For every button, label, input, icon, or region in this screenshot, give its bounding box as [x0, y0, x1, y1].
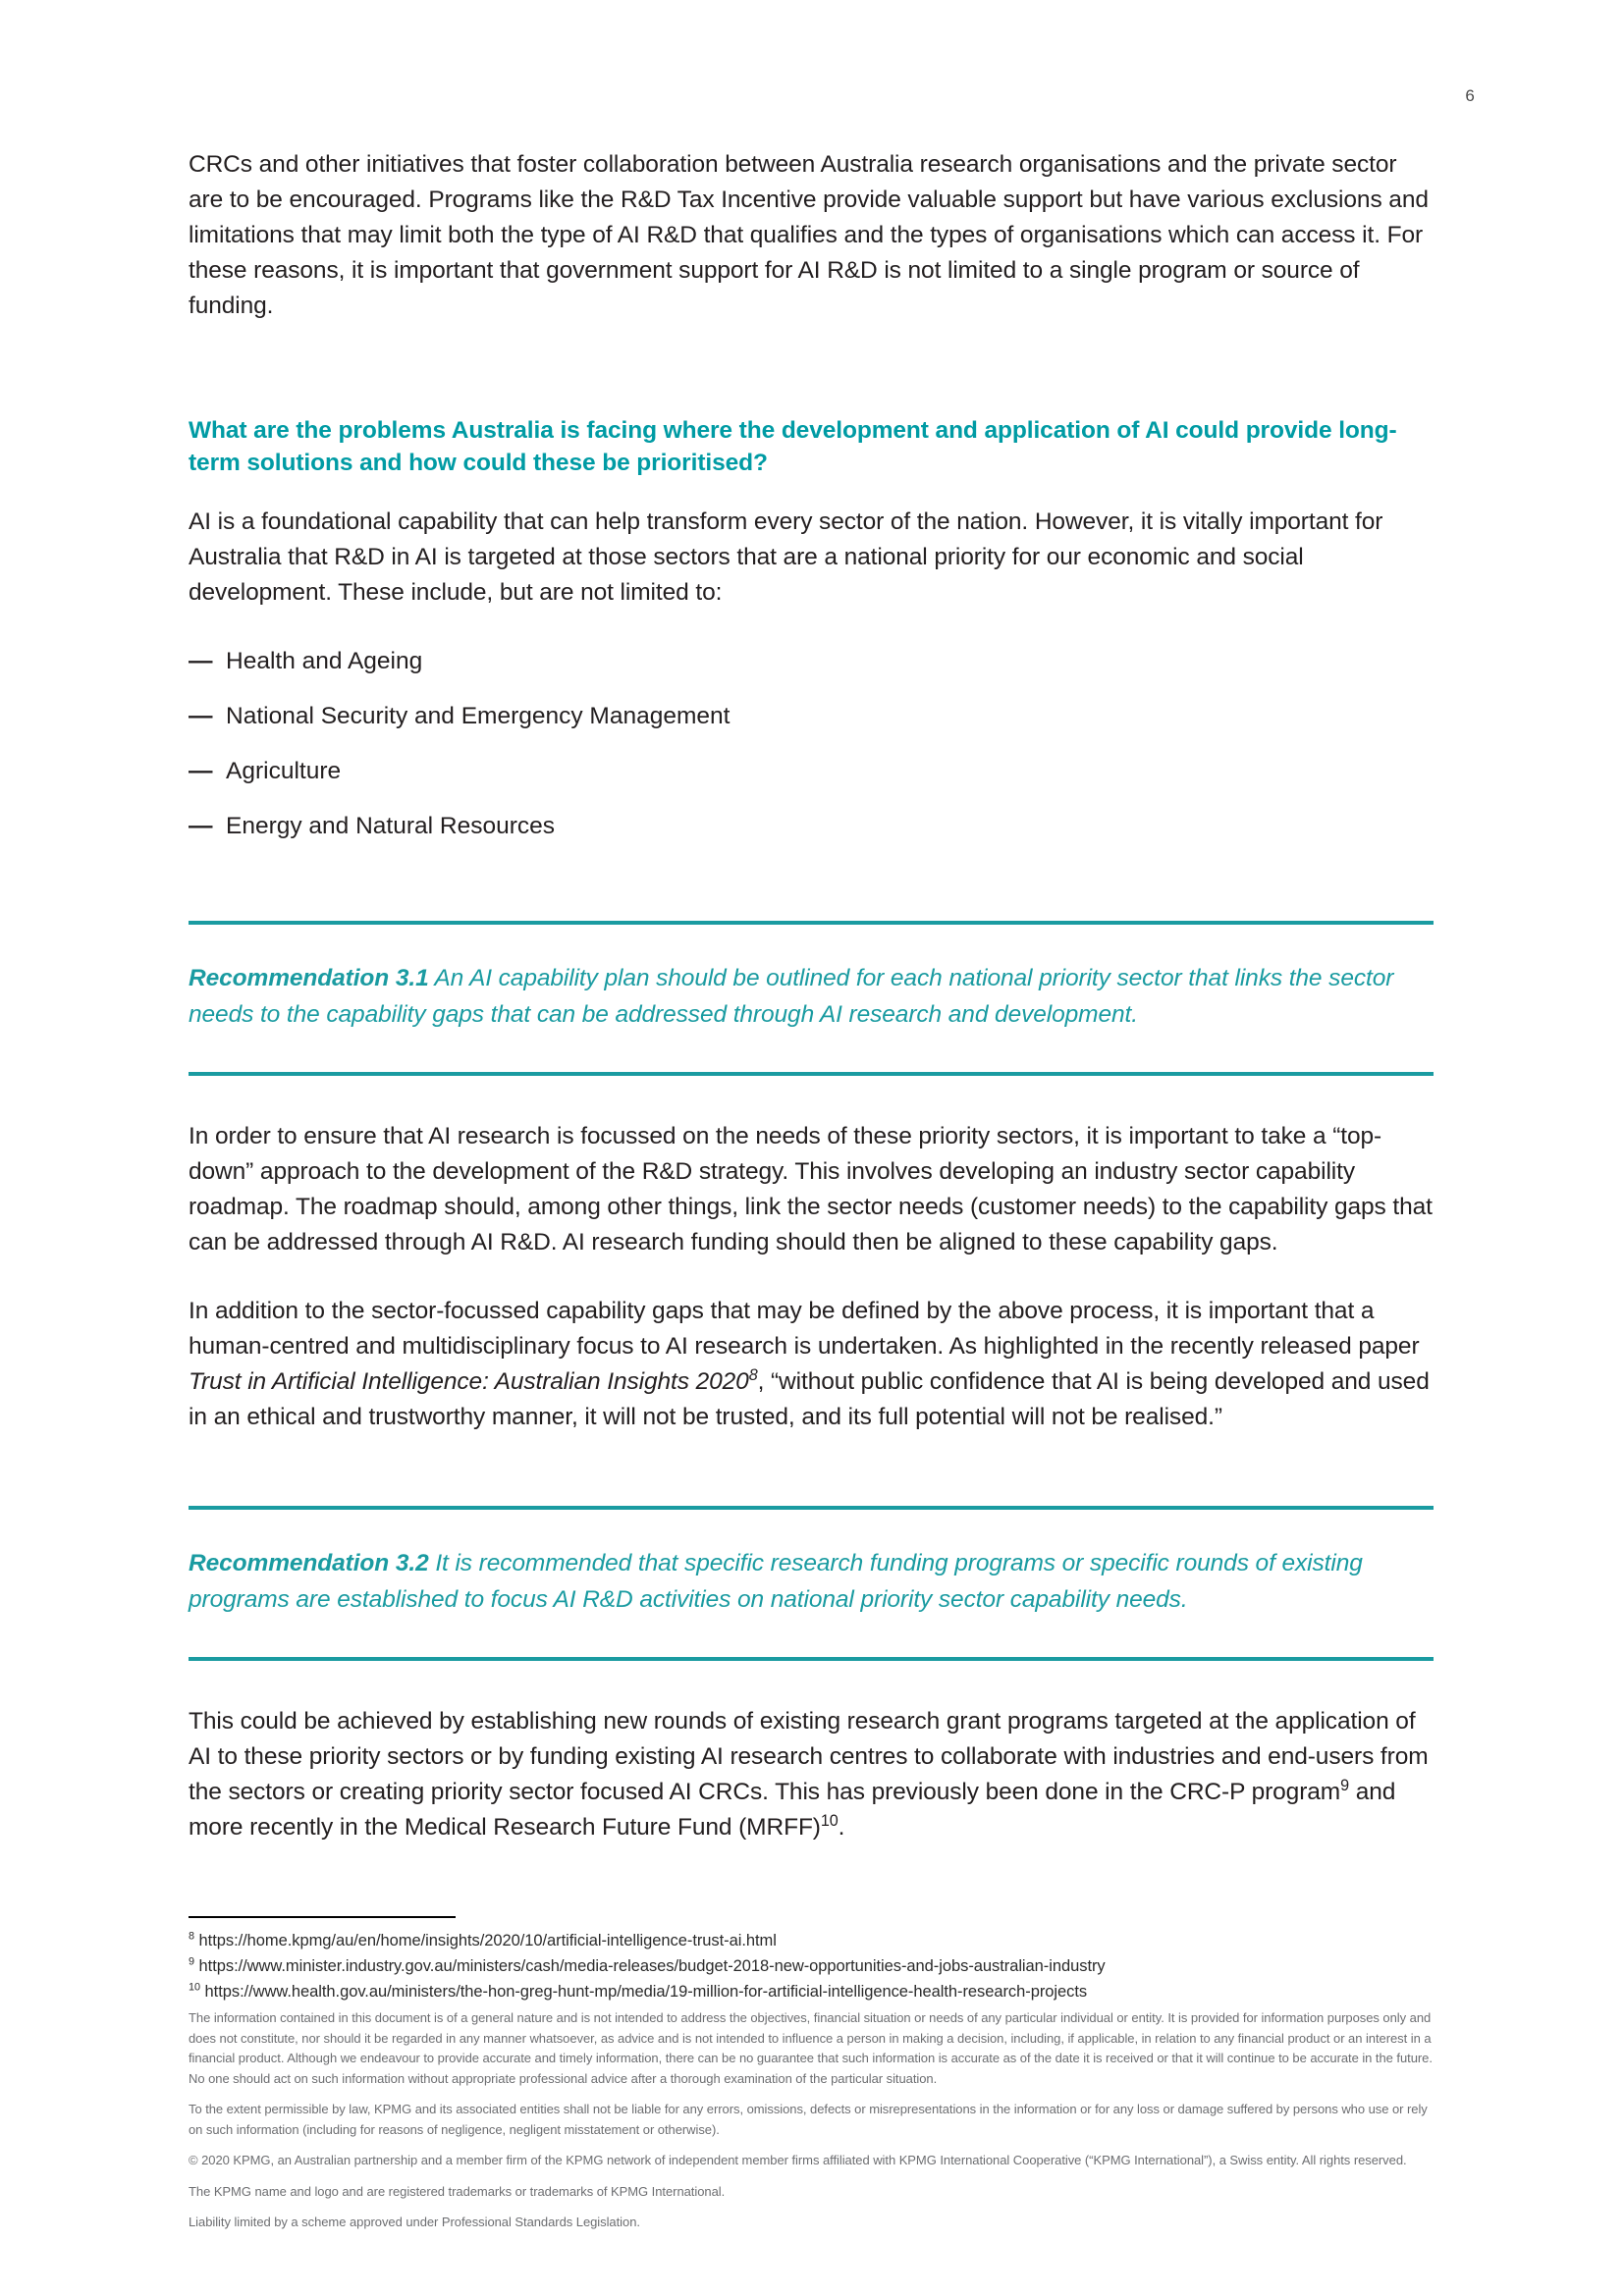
footnote-marker-9: 9 — [1340, 1776, 1349, 1794]
footnote-10-url[interactable]: https://www.health.gov.au/ministers/the-hon-greg-hunt-mp/media/19-million-for-artificial-intelligence-health-research-projects — [204, 1983, 1088, 2001]
list-item-label: Agriculture — [226, 758, 342, 784]
dash-icon: — — [189, 648, 213, 674]
footnote-9-marker: 9 — [189, 1955, 194, 1968]
list-item — [189, 699, 1434, 734]
recommendation-3-1-label: Recommendation 3.1 — [189, 965, 429, 991]
footnote-8-marker: 8 — [189, 1930, 194, 1943]
recommendation-3-1-block — [189, 921, 1434, 1076]
legal-paragraph-5: Liability limited by a scheme approved under Professional Standards Legislation. — [189, 2215, 640, 2229]
footnote-10-marker: 10 — [189, 1981, 200, 1994]
footnote-marker-8: 8 — [748, 1365, 758, 1384]
intro-paragraph: CRCs and other initiatives that foster collaboration between Australia research organisations and the private sector are to be encouraged. Programs like the R&D Tax Incentive provide valuable support but have various exclusions and limitations that may limit both the type of AI R&D that qualifies and the types of organisations which can access it. For these reasons, it is important that government support for AI R&D is not limited to a single program or source of funding. — [189, 151, 1429, 319]
trust-para-lead: In addition to the sector-focussed capability gaps that may be defined by the above process, it is important that a human-centred and multidisciplinary focus to AI research is undertaken. As highlighted in the recently released paper — [189, 1298, 1420, 1360]
list-item — [189, 809, 1434, 844]
recommendation-3-1-text — [189, 960, 1434, 1033]
footnote-9 — [189, 1953, 1434, 1979]
legal-disclaimer — [189, 2008, 1434, 2233]
list-item-label: Health and Ageing — [226, 648, 423, 674]
paragraph-after-rec-32 — [189, 1704, 1434, 1845]
list-item — [189, 754, 1434, 789]
recommendation-3-2-block — [189, 1506, 1434, 1661]
para32-part2: and more recently in the Medical Research Future Fund (MRFF) — [189, 1779, 1396, 1841]
legal-paragraph-2: To the extent permissible by law, KPMG and its associated entities shall not be liable for any errors, omissions, defects or misrepresentations in the information or for any loss or damage suffered by persons who use or rely on such information (including for reasons of negligence, negligent misstatement or otherwise). — [189, 2102, 1428, 2137]
dash-icon: — — [189, 703, 213, 729]
footnote-9-url[interactable]: https://www.minister.industry.gov.au/ministers/cash/media-releases/budget-2018-new-opportunities-and-jobs-australian-industry — [198, 1957, 1106, 1975]
recommendation-3-2-body: It is recommended that specific research funding programs or specific rounds of existing programs are established to focus AI R&D activities on national priority sector capability needs. — [189, 1550, 1363, 1613]
page-number: 6 — [1465, 86, 1475, 105]
paragraph-after-rec-31: In order to ensure that AI research is focussed on the needs of these priority sectors, it is important to take a “top-down” approach to the development of the R&D strategy. This involves developing an industry sector capability roadmap. The roadmap should, among other things, link the sector needs (customer needs) to the capability gaps that can be addressed through AI R&D. AI research funding should then be aligned to these capability gaps. — [189, 1123, 1433, 1255]
section-heading: What are the problems Australia is facing where the development and application of AI could provide long-term solutions and how could these be prioritised? — [189, 417, 1397, 476]
footnote-separator — [189, 1916, 456, 1918]
list-item-label: Energy and Natural Resources — [226, 813, 556, 839]
footnote-8-url[interactable]: https://home.kpmg/au/en/home/insights/2020/10/artificial-intelligence-trust-ai.html — [198, 1932, 777, 1949]
list-item — [189, 644, 1434, 679]
section-paragraph: AI is a foundational capability that can help transform every sector of the nation. However, it is vitally important for Australia that R&D in AI is targeted at those sectors that are a national priority for our economic and social development. These include, but are not limited to: — [189, 508, 1383, 606]
paragraph-trust-in-ai — [189, 1294, 1434, 1435]
footnote-marker-10: 10 — [820, 1811, 839, 1830]
dash-icon: — — [189, 813, 213, 839]
legal-paragraph-4: The KPMG name and logo and are registered trademarks or trademarks of KPMG International. — [189, 2183, 726, 2199]
dash-icon: — — [189, 758, 213, 784]
recommendation-3-1-body: An AI capability plan should be outlined for each national priority sector that links the sector needs to the capability gaps that can be addressed through AI research and development. — [189, 965, 1394, 1028]
legal-paragraph-3: © 2020 KPMG, an Australian partnership and a member firm of the KPMG network of independent member firms affiliated with KPMG International Cooperative (“KPMG International”), a Swiss entity. All rights reserved. — [189, 2153, 1407, 2167]
legal-paragraph-1: The information contained in this document is of a general nature and is not intended to address the objectives, financial situation or needs of any particular individual or entity. It is provided for information purposes only and does not constitute, nor should it be regarded in any manner whatsoever, as advice and is not intended to influence a person in making a decision, including, if applicable, in relation to any financial product or an interest in a financial product. Although we endeavour to provide accurate and timely information, there can be no guarantee that such information is accurate as of the date it is received or that it will continue to be accurate in the future. No one should act on such information without appropriate professional advice after a thorough examination of the particular situation. — [189, 2010, 1433, 2086]
page-content — [189, 147, 1434, 2244]
recommendation-3-2-text — [189, 1545, 1434, 1618]
recommendation-3-2-label: Recommendation 3.2 — [189, 1550, 429, 1576]
para32-part3: . — [838, 1814, 845, 1841]
para32-part1: This could be achieved by establishing new rounds of existing research grant programs targeted at the application of AI to these priority sectors or by funding existing AI research centres to collaborate with industries and end-users from the sectors or creating priority sector focused AI CRCs. This has previously been done in the CRC-P program — [189, 1708, 1429, 1805]
priority-sector-list — [189, 644, 1434, 844]
trust-para-tail: , “without public confidence that AI is being developed and used in an ethical and trustworthy manner, it will not be trusted, and its full potential will not be realised.” — [189, 1368, 1430, 1430]
footnote-8 — [189, 1928, 1434, 1953]
footnote-10 — [189, 1979, 1434, 2004]
trust-paper-title: Trust in Artificial Intelligence: Australian Insights 2020 — [189, 1368, 749, 1395]
list-item-label: National Security and Emergency Management — [226, 703, 731, 729]
